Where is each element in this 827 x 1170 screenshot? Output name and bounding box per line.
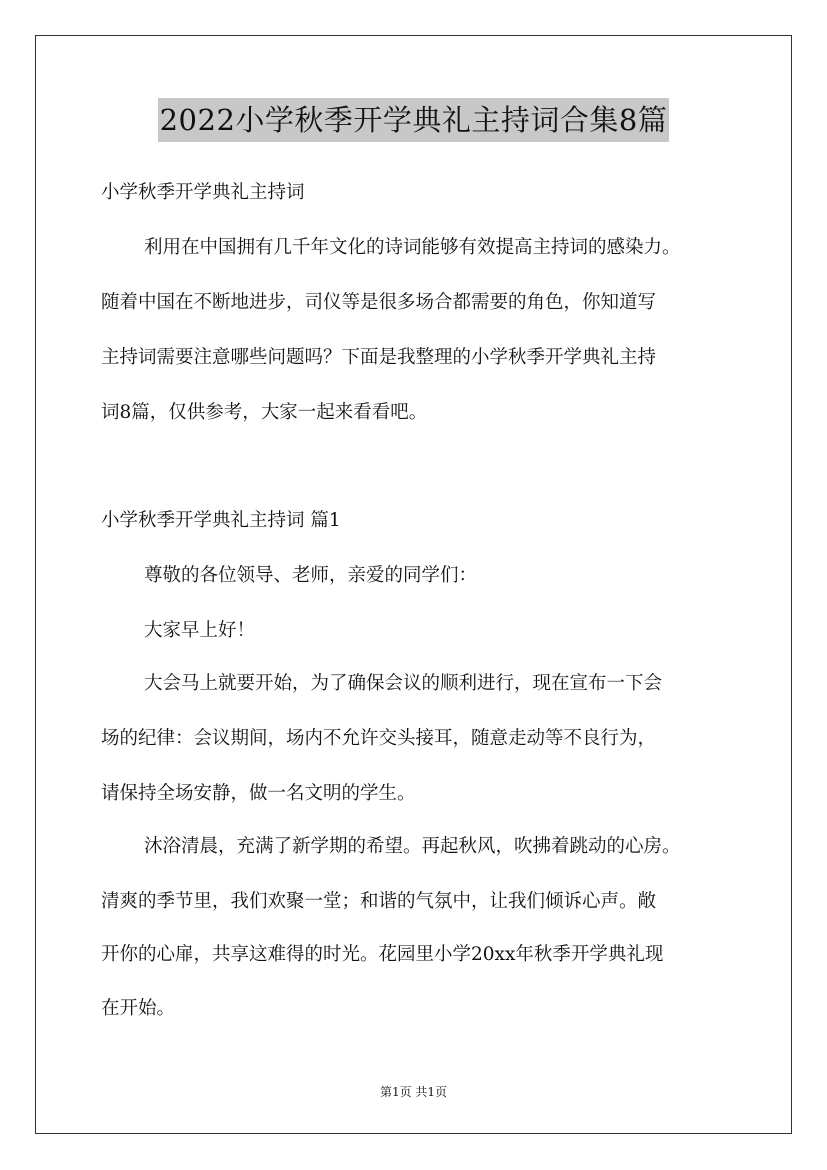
body-line-9: 在开始。 — [101, 998, 176, 1019]
intro-line-3: 主持词需要注意哪些问题吗？下面是我整理的小学秋季开学典礼主持 — [101, 347, 657, 368]
section-heading: 小学秋季开学典礼主持词 — [101, 182, 305, 203]
body-line-7: 清爽的季节里，我们欢聚一堂；和谐的气氛中，让我们倾诉心声。敞 — [101, 891, 657, 912]
body-line-8: 开你的心扉，共享这难得的时光。花园里小学20xx年秋季开学典礼现 — [101, 944, 664, 965]
body-line-3: 大会马上就要开始，为了确保会议的顺利进行，现在宣布一下会 — [144, 673, 663, 694]
intro-line-4: 词8篇，仅供参考，大家一起来看看吧。 — [101, 402, 428, 423]
body-line-2: 大家早上好！ — [144, 620, 256, 641]
body-line-1: 尊敬的各位领导、老师，亲爱的同学们： — [144, 565, 478, 586]
intro-line-2: 随着中国在不断地进步，司仪等是很多场合都需要的角色，你知道写 — [101, 292, 657, 313]
intro-line-1: 利用在中国拥有几千年文化的诗词能够有效提高主持词的感染力。 — [144, 237, 681, 258]
page-number: 第1页 共1页 — [379, 1085, 448, 1099]
title-container — [0, 98, 827, 142]
body-line-4: 场的纪律：会议期间，场内不允许交头接耳，随意走动等不良行为， — [101, 728, 657, 749]
body-line-6: 沐浴清晨，充满了新学期的希望。再起秋风，吹拂着跳动的心房。 — [144, 836, 681, 857]
body-line-5: 请保持全场安静，做一名文明的学生。 — [101, 783, 416, 804]
part-heading: 小学秋季开学典礼主持词 篇1 — [101, 510, 341, 531]
document-title: 2022小学秋季开学典礼主持词合集8篇 — [158, 98, 670, 142]
